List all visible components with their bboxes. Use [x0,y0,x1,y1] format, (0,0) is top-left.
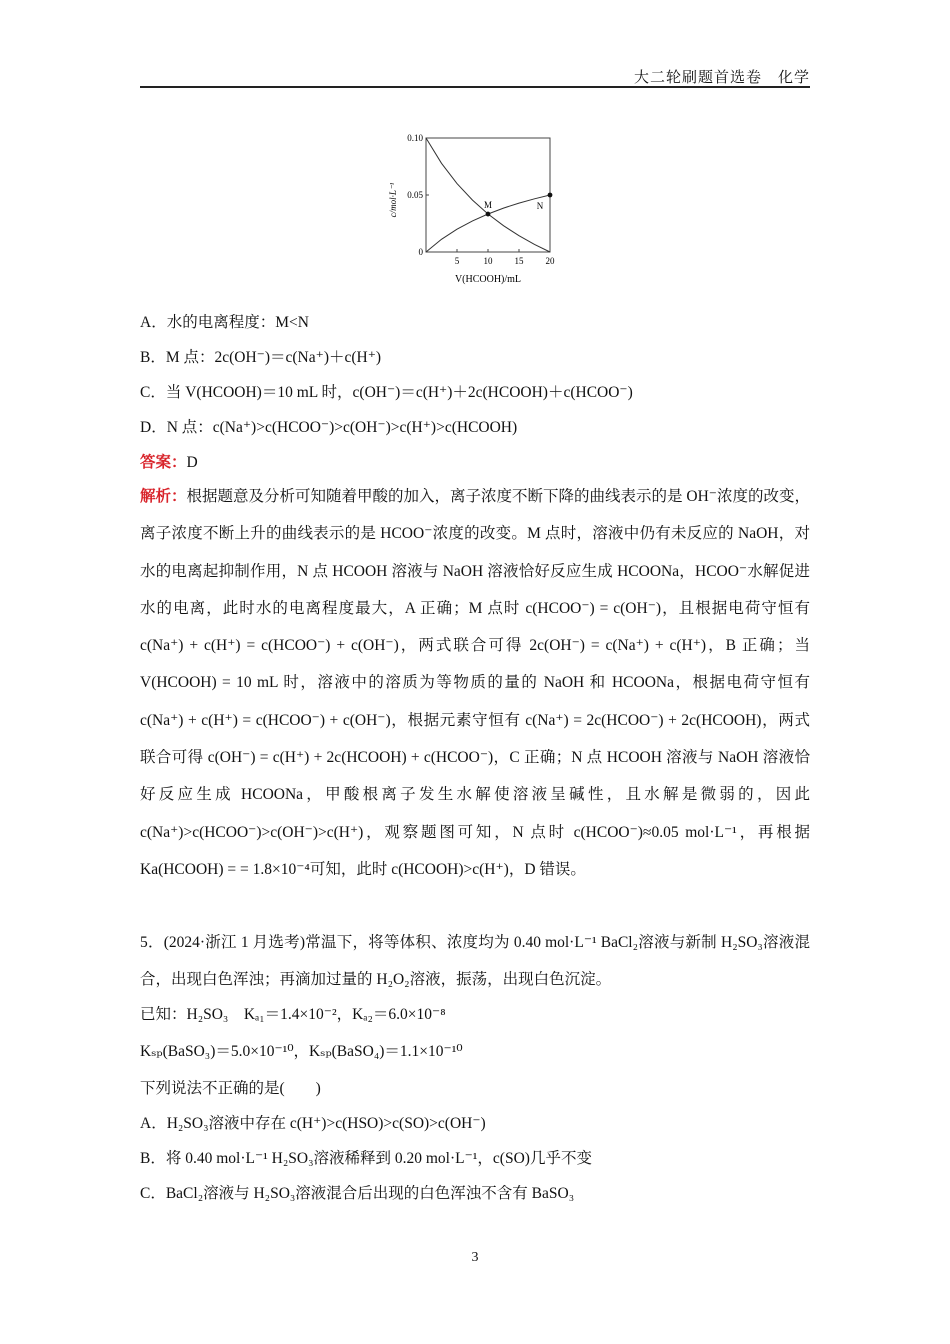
q5-option-b: B．将 0.40 mol·L⁻¹ H₂SO₃溶液稀释到 0.20 mol·L⁻¹，c(SO)几乎不变 [140,1150,592,1167]
x-tick-label: 5 [454,256,460,266]
concentration-chart [380,128,570,288]
point-n [548,193,553,198]
q5-known-ka: 已知：H₂SO₃ Kₐ₁＝1.4×10⁻²，Kₐ₂＝6.0×10⁻⁸ [140,1006,446,1023]
x-tick-label: 15 [514,256,524,266]
analysis-text: 根据题意及分析可知随着甲酸的加入，离子浓度不断下降的曲线表示的是 OH⁻浓度的改变，离子浓度不断上升的曲线表示的是 HCOO⁻浓度的改变。M 点时，溶液中仍有未反应的 NaOH，对水的电离起抑制作用，N 点 HCOOH 溶液与 NaOH 溶液恰好反应生成 HCOONa，HCOO⁻水解促进水的电离，此时水的电离程度最大，A 正确；M 点时 c(HCOO⁻) = c(OH⁻)，且根据电荷守恒有 c(Na⁺) + c(H⁺) = c(HCOO⁻) + c(OH⁻)，两式联合可得 2c(OH⁻) = c(Na⁺) + c(H⁺)，B 正确；当 V(HCOOH) = 10 mL 时，溶液中的溶质为等物质的量的 NaOH 和 HCOONa，根据电荷守恒有 c(Na⁺) + c(H⁺) = c(HCOO⁻) + c(OH⁻)，根据元素守恒有 c(Na⁺) = 2c(HCOO⁻) + 2c(HCOOH)，两式联合可得 c(OH⁻) = c(H⁺) + 2c(HCOOH) + c(HCOO⁻)，C 正确；N 点 HCOOH 溶液与 NaOH 溶液恰好反应生成 HCOONa，甲酸根离子发生水解使溶液呈碱性，且水解是微弱的，因此 c(Na⁺)>c(HCOO⁻)>c(OH⁻)>c(H⁺)，观察题图可知，N 点时 c(HCOO⁻)≈0.05 mol·L⁻¹，再根据 Ka(HCOOH) = = 1.8×10⁻⁴可知，此时 c(HCOOH)>c(H⁺)，D 错误。 [140,488,810,878]
q5-stem: 5．(2024·浙江 1 月选考)常温下，将等体积、浓度均为 0.40 mol·L⁻¹ BaCl₂溶液与新制 H₂SO₃溶液混合，出现白色浑浊；再滴加过量的 H₂O₂溶液，振荡，出现白色沉淀。 [140,934,810,989]
y-tick-label: 0 [418,247,423,257]
q4-option-c: C．当 V(HCOOH)＝10 mL 时，c(OH⁻)＝c(H⁺)＋2c(HCOOH)＋c(HCOO⁻) [140,384,633,401]
plot-frame [426,138,550,252]
q5-option-c: C．BaCl₂溶液与 H₂SO₃溶液混合后出现的白色浑浊不含有 BaSO₃ [140,1185,575,1202]
running-header: 大二轮刷题首选卷 化学 [633,70,810,86]
point-label-m: M [483,200,493,211]
q4-option-b: B．M 点：2c(OH⁻)＝c(Na⁺)＋c(H⁺) [140,349,382,366]
x-tick-label: 10 [483,256,493,266]
q5-question: 下列说法不正确的是( ) [140,1080,321,1097]
q5-option-a: A．H₂SO₃溶液中存在 c(H⁺)>c(HSO)>c(SO)>c(OH⁻) [140,1115,486,1132]
y-tick-label: 0.10 [407,133,423,143]
header-rule [140,86,810,88]
y-tick-label: 0.05 [407,190,423,200]
y-axis-label: c/mol·L⁻¹ [388,182,398,218]
series-line-falling [426,138,550,252]
answer-label: 答案： [140,454,187,471]
q4-option-d: D．N 点：c(Na⁺)>c(HCOO⁻)>c(OH⁻)>c(H⁺)>c(HCOOH) [140,419,518,436]
point-label-n: N [536,201,544,211]
x-axis-label: V(HCOOH)/mL [454,274,522,285]
answer-value: D [186,454,198,471]
chart-svg [380,128,570,288]
point-m [486,212,491,217]
x-tick-label: 20 [545,256,555,266]
analysis-paragraph [140,478,810,888]
q4-option-a: A．水的电离程度：M<N [140,314,309,331]
analysis-label: 解析： [140,488,187,505]
answer-line [140,452,198,474]
q5-known-ksp: Kₛₚ(BaSO₃)＝5.0×10⁻¹⁰，Kₛₚ(BaSO₄)＝1.1×10⁻¹⁰ [140,1043,463,1060]
page-number: 3 [471,1250,479,1265]
